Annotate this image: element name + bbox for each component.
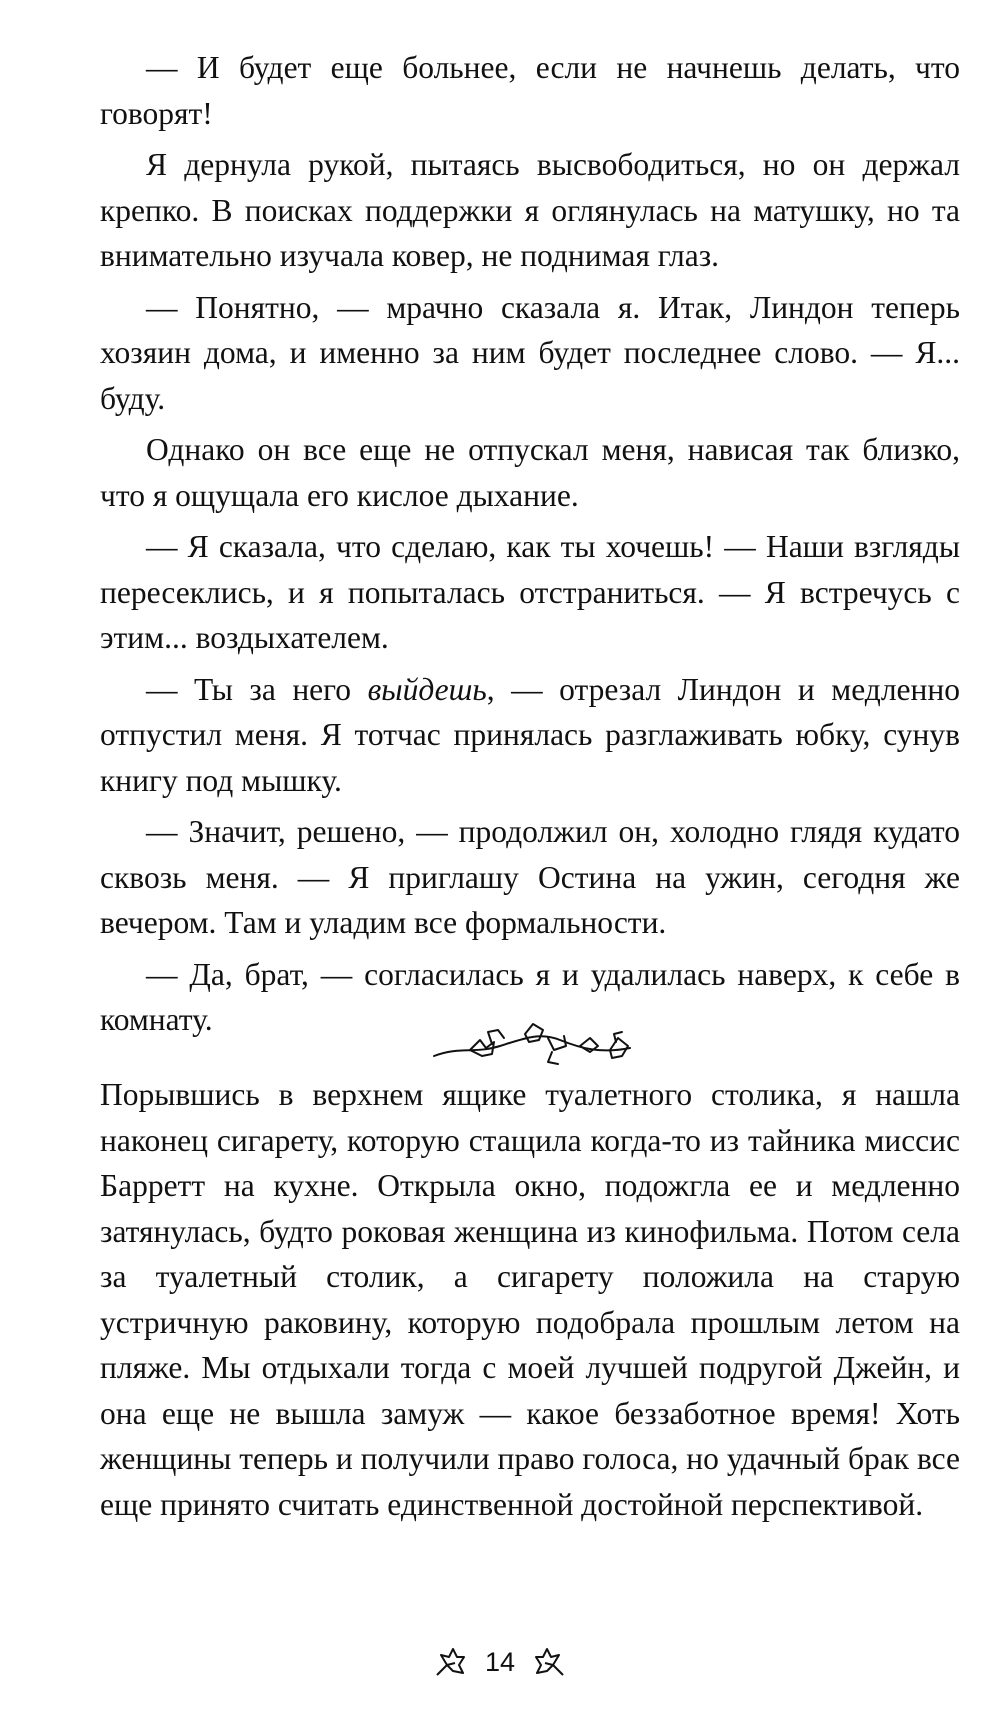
- paragraph-6-end: , — отрезал Линдон и медленно отпустил меня. Я тотчас принялась разглаживать юбку, сунув книгу под мышку.: [100, 671, 960, 798]
- ivy-leaf-icon: [533, 1645, 567, 1679]
- paragraph-7: — Значит, решено, — продолжил он, холодно глядя кудато сквозь меня. — Я приглашу Остина на ужин, сегодня же вечером. Там и уладим все формальности.: [100, 814, 960, 940]
- ivy-divider-icon: [430, 1020, 650, 1066]
- paragraph-9: Порывшись в верхнем ящике туалетного столика, я нашла наконец сигарету, которую стащила когда-то из тайника миссис Барретт на кухне. Открыла окно, подожгла ее и медленно затянулась, будто роковая женщина из кинофильма. Потом села за туалетный столик, а сигарету положила на старую устричную раковину, которую подобрала прошлым летом на пляже. Мы отдыхали тогда с моей лучшей подругой Джейн, и она еще не вышла замуж — какое беззаботное время! Хоть женщины теперь и получили право голоса, но удачный брак все еще принято считать единственной достойной перспективой.: [100, 1077, 960, 1522]
- paragraph-3: — Понятно, — мрачно сказала я. Итак, Линдон теперь хозяин дома, и именно за ним будет последнее слово. — Я... буду.: [100, 289, 960, 416]
- paragraph-6-start: — Ты за него: [146, 671, 368, 707]
- paragraph-8: — Да, брат, — согласилась я и удалилась наверх, к себе в комнату.: [100, 956, 960, 1037]
- main-text: [100, 45, 960, 1049]
- emphasized-word: выйдешь: [367, 671, 487, 707]
- page-footer: [0, 1640, 1000, 1684]
- page-number: 14: [484, 1646, 516, 1677]
- paragraph-4: Однако он все еще не отпускал меня, нависая так близко, что я ощущала его кислое дыхание.: [100, 432, 960, 513]
- paragraph-2: Я дернула рукой, пытаясь высвободиться, но он держал крепко. В поисках поддержки я оглянулась на матушку, но та внимательно изучала ковер, не поднимая глаз.: [100, 147, 960, 273]
- ivy-leaf-icon: [433, 1645, 467, 1679]
- paragraph-1: — И будет еще больнее, если не начнешь делать, что говорят!: [100, 50, 960, 131]
- paragraph-6: [100, 667, 960, 804]
- second-section-text: [100, 1072, 960, 1527]
- paragraph-5: — Я сказала, что сделаю, как ты хочешь! — Наши взгляды пересеклись, и я попыталась отстраниться. — Я встречусь с этим... воздыхателем.: [100, 529, 960, 655]
